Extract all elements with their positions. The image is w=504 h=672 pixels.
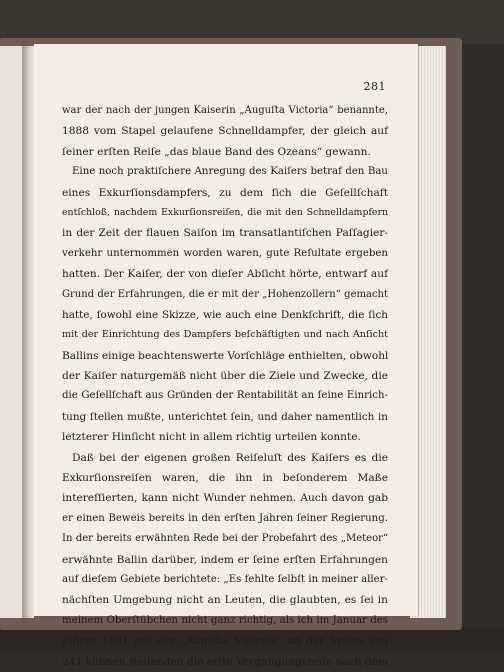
text-line: entſchloß, nachdem Exkurſionsreiſen, die mit den Schnelldampfern [62,206,388,218]
body-text [62,101,388,672]
text-line: Exkurſionsreiſen waren, die ihn in beſonderem Maße [62,472,388,485]
text-line: verkehr unternommen worden waren, gute Reſultate ergeben [62,247,388,259]
text-line: der Kaiſer naturgemäß nicht über die Ziele und Zwecke, die [62,370,388,383]
text-line: 241 kühnen Reiſenden die erſte Vergnügungsreiſe nach dem [62,655,388,668]
text-line: er einen Beweis bereits in den erſten Jahren ſeiner Regierung. [62,512,388,524]
text-line: In der bereits erwähnten Rede bei der Probefahrt des „Meteor“ [62,533,388,545]
text-line: eines Exkurſionsdampfers, zu dem ſich die Geſellſchaft [62,186,388,199]
text-line: Eine noch praktiſchere Anregung des Kaiſers betraf den Bau [72,166,388,178]
text-line: Jahres 1891 mit der „Auguſta Victoria“ an der Spitze von [62,635,388,648]
text-line: hatte, ſowohl eine Skizze, wie auch eine Denkſchrift, die ſich [62,308,388,321]
text-line: mit der Einrichtung des Dampfers beſchäftigten und nach Anſicht [62,329,388,341]
book-page [34,44,418,668]
text-line: war der nach der jungen Kaiserin „Auguſta Victoria“ benannte, [62,105,388,116]
text-line: Ballins einige beachtenswerte Vorſchläge enthielten, obwohl [62,349,389,362]
text-line: die Geſellſchaft aus Gründen der Rentabilität an ſeine Einrich- [62,390,388,402]
page-number: 281 [363,80,386,93]
text-line: ſeiner erſten Reiſe „das blaue Band des Ozeans“ gewann. [62,145,371,158]
text-line: auf dieſem Gebiete berichtete: „Es fehlte ſelbſt in meiner aller- [62,573,388,585]
text-line: 1888 vom Stapel gelaufene Schnelldampfer, der gleich auf [62,125,388,138]
text-line: hatten. Der Kaiſer, der von dieſer Abſicht hörte, entwarf auf [62,268,388,281]
text-line: Daß bei der eigenen großen Reiſeluſt des Kaiſers es die [72,451,388,464]
left-page-edge [0,46,23,618]
text-line: intereſſierten, kann nicht Wunder nehmen. Auch davon gab [62,492,388,505]
text-line: in der Zeit der flauen Saiſon im transatlantiſchen Paſſagier- [62,227,388,240]
book-gutter [22,46,34,618]
text-line: tung ſtellen mußte, unterichtet ſein, und daher namentlich in [62,410,388,423]
text-line: letzterer Hinſicht nicht in allem richtig urteilen konnte. [62,431,361,444]
text-line: Grund der Erfahrungen, die er mit der „Hohenzollern“ gemacht [62,288,388,300]
text-line: nächſten Umgebung nicht an Leuten, die glaubten, es ſei in [62,594,388,607]
text-line: erwähnte Ballin darüber, indem er ſeine erſten Erfahrungen [62,553,388,566]
text-line: meinem Oberſtübchen nicht ganz richtig, als ich im Januar des [62,614,388,626]
